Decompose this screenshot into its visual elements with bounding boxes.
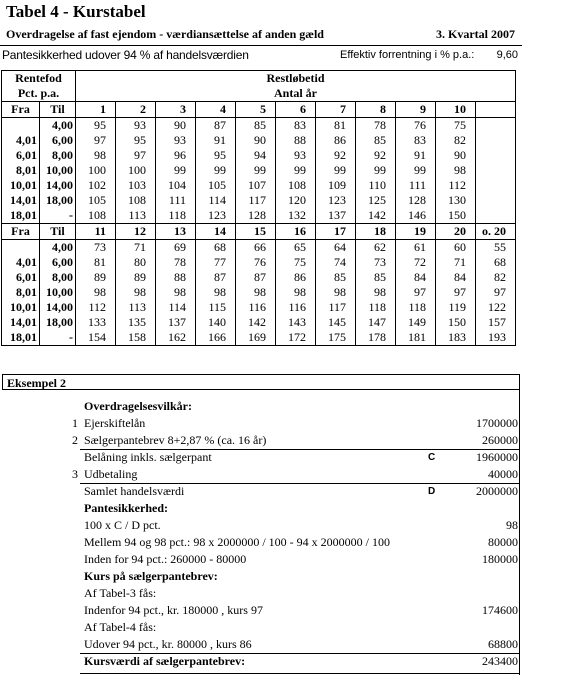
kurs-cell: 140 [196, 315, 236, 330]
kurs-cell: 81 [76, 255, 116, 270]
kurs-cell: 55 [476, 240, 516, 256]
line-value: 180000 [482, 552, 518, 566]
kurs-cell: 99 [356, 163, 396, 178]
fra-header: Fra [2, 102, 40, 118]
kurs-cell: 123 [196, 208, 236, 224]
fra-cell: 6,01 [2, 270, 40, 285]
kurs-cell: 85 [356, 270, 396, 285]
year-header: 20 [436, 224, 476, 240]
kurs-cell: 86 [316, 133, 356, 148]
kurs-cell: 98 [316, 285, 356, 300]
example-line [0, 517, 522, 534]
empty-cell [476, 178, 516, 193]
kurs-cell: 65 [276, 240, 316, 256]
line-label: Mellem 94 og 98 pct.: 98 x 2000000 / 100 - 94 x 2000000 / 100 [84, 535, 390, 549]
year-header: o. 20 [476, 224, 516, 240]
example-line [0, 534, 522, 551]
kurs-cell: 123 [316, 193, 356, 208]
kurs-cell: 69 [156, 240, 196, 256]
til-cell: 4,00 [40, 118, 76, 134]
kurs-cell: 90 [436, 148, 476, 163]
table-row [2, 240, 516, 256]
year-header: 1 [76, 102, 116, 118]
kurs-cell: 89 [76, 270, 116, 285]
page-title: Tabel 4 - Kurstabel [6, 2, 146, 21]
kurs-cell: 86 [276, 270, 316, 285]
line-label: Ejerskiftelån [84, 416, 146, 430]
kurs-cell: 132 [276, 208, 316, 224]
kurs-cell: 104 [156, 178, 196, 193]
kurs-cell: 98 [156, 285, 196, 300]
effektiv-value: 9,60 [496, 49, 518, 61]
table-row [2, 285, 516, 300]
table-row [2, 178, 516, 193]
year-header: 14 [196, 224, 236, 240]
kurs-cell: 92 [316, 148, 356, 163]
kurs-cell: 98 [236, 285, 276, 300]
year-header: 13 [156, 224, 196, 240]
kurs-cell: 93 [116, 118, 156, 134]
year-header: 6 [276, 102, 316, 118]
kurs-cell: 97 [76, 133, 116, 148]
kurs-cell: 183 [436, 330, 476, 346]
kurs-cell: 85 [316, 270, 356, 285]
example-line [0, 500, 522, 517]
kurs-cell: 108 [76, 208, 116, 224]
table-row [2, 193, 516, 208]
kurs-cell: 84 [396, 270, 436, 285]
kurs-cell: 112 [76, 300, 116, 315]
kurs-cell: 118 [356, 300, 396, 315]
kurs-cell: 117 [316, 300, 356, 315]
line-value: 243400 [482, 654, 518, 668]
til-cell: 14,00 [40, 178, 76, 193]
kurs-cell: 75 [436, 118, 476, 134]
kurs-cell: 111 [156, 193, 196, 208]
kurs-cell: 100 [116, 163, 156, 178]
kurs-cell: 97 [436, 285, 476, 300]
year-header: 10 [436, 102, 476, 118]
fra-header: Fra [2, 224, 40, 240]
kurs-cell: 135 [116, 315, 156, 330]
example-line [0, 415, 522, 432]
kurs-cell: 90 [236, 133, 276, 148]
kurs-cell: 98 [276, 285, 316, 300]
table-row [2, 300, 516, 315]
kurs-cell: 137 [156, 315, 196, 330]
line-value: 98 [506, 518, 518, 532]
example-line [0, 398, 522, 415]
kurs-cell: 113 [116, 300, 156, 315]
kurs-cell: 85 [236, 118, 276, 134]
kurs-cell: 181 [396, 330, 436, 346]
kurs-cell: 119 [436, 300, 476, 315]
kurs-cell: 72 [396, 255, 436, 270]
table-row [2, 118, 516, 134]
example-line [0, 466, 522, 483]
example-line [0, 568, 522, 585]
fra-cell: 14,01 [2, 315, 40, 330]
example-title: Eksempel 2 [2, 374, 520, 390]
line-value: 1700000 [476, 416, 518, 430]
year-header: 12 [116, 224, 156, 240]
til-cell: 10,00 [40, 285, 76, 300]
example-line [0, 653, 522, 670]
fra-cell: 14,01 [2, 193, 40, 208]
kurs-cell: 89 [116, 270, 156, 285]
kurs-cell: 93 [276, 148, 316, 163]
year-header: 11 [76, 224, 116, 240]
kurs-cell: 71 [116, 240, 156, 256]
line-label: Overdragelsesvilkår: [84, 399, 192, 413]
empty-cell [476, 133, 516, 148]
kurs-cell: 95 [76, 118, 116, 134]
line-marker: C [428, 452, 436, 463]
kurs-cell: 128 [396, 193, 436, 208]
fra-cell: 10,01 [2, 178, 40, 193]
kurs-cell: 82 [436, 133, 476, 148]
kurs-cell: 147 [356, 315, 396, 330]
empty-cell [476, 208, 516, 224]
kurs-cell: 110 [356, 178, 396, 193]
kurs-cell: 92 [356, 148, 396, 163]
kurs-cell: 99 [396, 163, 436, 178]
fra-cell: 4,01 [2, 255, 40, 270]
line-number: 2 [72, 433, 78, 447]
kurs-cell: 114 [196, 193, 236, 208]
fra-cell: 10,01 [2, 300, 40, 315]
kurs-cell: 150 [436, 315, 476, 330]
line-label: Pantesikkerhed: [84, 501, 168, 515]
kurs-cell: 76 [396, 118, 436, 134]
line-label: 100 x C / D pct. [84, 518, 161, 532]
kurs-cell: 95 [116, 133, 156, 148]
example-line [0, 619, 522, 636]
table-row [2, 330, 516, 346]
example-line [0, 585, 522, 602]
kurs-cell: 99 [276, 163, 316, 178]
kurs-cell: 103 [116, 178, 156, 193]
kurs-cell: 175 [316, 330, 356, 346]
kurs-cell: 158 [116, 330, 156, 346]
kurs-cell: 112 [436, 178, 476, 193]
kurs-cell: 66 [236, 240, 276, 256]
kurs-cell: 64 [316, 240, 356, 256]
til-cell: 8,00 [40, 270, 76, 285]
kurs-cell: 68 [196, 240, 236, 256]
empty-cell [476, 118, 516, 134]
kurs-cell: 114 [156, 300, 196, 315]
table-row [2, 315, 516, 330]
kurs-cell: 87 [196, 118, 236, 134]
kurs-cell: 73 [76, 240, 116, 256]
kurs-cell: 193 [476, 330, 516, 346]
year-header: 4 [196, 102, 236, 118]
example-line [0, 483, 522, 500]
kurs-cell: 60 [436, 240, 476, 256]
kurs-cell: 116 [276, 300, 316, 315]
line-label: Indenfor 94 pct., kr. 180000 , kurs 97 [84, 603, 263, 617]
year-header: 8 [356, 102, 396, 118]
example-line [0, 551, 522, 568]
kurs-cell: 162 [156, 330, 196, 346]
kurs-cell: 108 [276, 178, 316, 193]
kurs-cell: 108 [116, 193, 156, 208]
table-row [2, 148, 516, 163]
kurs-cell: 98 [436, 163, 476, 178]
empty-cell [476, 102, 516, 118]
year-header-row [2, 102, 516, 118]
year-header: 3 [156, 102, 196, 118]
example-line [0, 449, 522, 466]
bottom-rule [80, 673, 520, 674]
kurs-cell: 98 [196, 285, 236, 300]
line-value: 2000000 [476, 484, 518, 498]
line-number: 3 [72, 467, 78, 481]
kurs-cell: 91 [196, 133, 236, 148]
kurs-cell: 102 [76, 178, 116, 193]
kurs-cell: 87 [196, 270, 236, 285]
empty-cell [476, 148, 516, 163]
til-cell: 18,00 [40, 315, 76, 330]
fra-cell: 18,01 [2, 208, 40, 224]
til-cell: 6,00 [40, 255, 76, 270]
kurs-cell: 166 [196, 330, 236, 346]
kurs-cell: 76 [236, 255, 276, 270]
table-row [2, 133, 516, 148]
kurs-cell: 111 [396, 178, 436, 193]
fra-cell [2, 118, 40, 134]
kurs-cell: 125 [356, 193, 396, 208]
kurs-cell: 81 [316, 118, 356, 134]
kurs-cell: 99 [236, 163, 276, 178]
line-label: Kursværdi af sælgerpantebrev: [84, 654, 246, 668]
kurs-cell: 84 [436, 270, 476, 285]
kurs-cell: 98 [76, 148, 116, 163]
kurs-cell: 100 [76, 163, 116, 178]
kurs-cell: 109 [316, 178, 356, 193]
kurs-cell: 115 [196, 300, 236, 315]
fra-cell: 8,01 [2, 285, 40, 300]
table-row [2, 208, 516, 224]
kurs-cell: 78 [356, 118, 396, 134]
kurs-cell: 88 [276, 133, 316, 148]
fra-cell: 6,01 [2, 148, 40, 163]
kurs-cell: 98 [356, 285, 396, 300]
til-cell: 6,00 [40, 133, 76, 148]
kurs-cell: 93 [156, 133, 196, 148]
year-header: 19 [396, 224, 436, 240]
subtitle: Overdragelse af fast ejendom - værdiansættelse af anden gæld [6, 27, 324, 41]
line-label: Af Tabel-4 fås: [84, 620, 157, 634]
kurs-cell: 178 [356, 330, 396, 346]
line-value: 174600 [482, 603, 518, 617]
line-value: 40000 [488, 467, 518, 481]
example-line [0, 602, 522, 619]
divider [0, 45, 522, 46]
example-line [0, 432, 522, 449]
kurs-cell: 143 [276, 315, 316, 330]
table-row [2, 270, 516, 285]
kurs-cell: 68 [476, 255, 516, 270]
kurs-cell: 85 [356, 133, 396, 148]
kurs-cell: 113 [116, 208, 156, 224]
kurs-cell: 73 [356, 255, 396, 270]
fra-cell: 8,01 [2, 163, 40, 178]
year-header: 7 [316, 102, 356, 118]
line-marker: D [428, 486, 436, 497]
til-cell: 4,00 [40, 240, 76, 256]
kurs-cell: 75 [276, 255, 316, 270]
table-row [2, 163, 516, 178]
kurs-cell: 118 [396, 300, 436, 315]
til-cell: - [40, 208, 76, 224]
line-label: Kurs på sælgerpantebrev: [84, 569, 218, 583]
kurs-cell: 122 [476, 300, 516, 315]
kurs-cell: 82 [476, 270, 516, 285]
fra-cell [2, 240, 40, 256]
kurs-cell: 150 [436, 208, 476, 224]
line-value: 260000 [482, 433, 518, 447]
line-label: Sælgerpantebrev 8+2,87 % (ca. 16 år) [84, 433, 267, 447]
kurs-cell: 99 [156, 163, 196, 178]
line-value: 1960000 [476, 450, 518, 464]
til-cell: 14,00 [40, 300, 76, 315]
effektiv-label: Effektiv forrentning i % p.a.: [340, 49, 475, 61]
year-header: 5 [236, 102, 276, 118]
line-value: 80000 [488, 535, 518, 549]
antal-header: Antal år [76, 86, 516, 102]
quarter-label: 3. Kvartal 2007 [436, 27, 515, 41]
empty-cell [476, 163, 516, 178]
kurs-cell: 95 [196, 148, 236, 163]
kurs-cell: 62 [356, 240, 396, 256]
fra-cell: 4,01 [2, 133, 40, 148]
kurs-cell: 169 [236, 330, 276, 346]
kurs-cell: 99 [196, 163, 236, 178]
line-value: 68800 [488, 637, 518, 651]
kurs-cell: 74 [316, 255, 356, 270]
kurs-cell: 120 [276, 193, 316, 208]
kurs-cell: 118 [156, 208, 196, 224]
kurs-cell: 172 [276, 330, 316, 346]
kurs-cell: 91 [396, 148, 436, 163]
year-header: 15 [236, 224, 276, 240]
year-header: 9 [396, 102, 436, 118]
line-label: Belåning inkls. sælgerpant [84, 450, 212, 464]
year-header-row [2, 224, 516, 240]
pantesikkerhed-label: Pantesikkerhed udover 94 % af handelsværdien [2, 48, 249, 62]
kurs-cell: 87 [236, 270, 276, 285]
kurs-cell: 142 [236, 315, 276, 330]
kurs-cell: 145 [316, 315, 356, 330]
year-header: 2 [116, 102, 156, 118]
kurs-cell: 157 [476, 315, 516, 330]
kurs-cell: 105 [76, 193, 116, 208]
line-label: Inden for 94 pct.: 260000 - 80000 [84, 552, 247, 566]
kurs-cell: 146 [396, 208, 436, 224]
kurs-cell: 83 [396, 133, 436, 148]
kurs-cell: 98 [76, 285, 116, 300]
restlob-header: Restløbetid [76, 71, 516, 87]
kurs-table [1, 70, 516, 346]
kurs-cell: 116 [236, 300, 276, 315]
kurs-cell: 154 [76, 330, 116, 346]
kurs-cell: 97 [396, 285, 436, 300]
kurs-cell: 98 [116, 285, 156, 300]
kurs-cell: 83 [276, 118, 316, 134]
kurs-cell: 149 [396, 315, 436, 330]
kurs-cell: 88 [156, 270, 196, 285]
kurs-cell: 77 [196, 255, 236, 270]
kurs-cell: 96 [156, 148, 196, 163]
table-row [2, 255, 516, 270]
rentefod-header: Rentefod [2, 71, 76, 87]
line-label: Af Tabel-3 fås: [84, 586, 157, 600]
kurs-cell: 71 [436, 255, 476, 270]
example-border [519, 390, 520, 675]
year-header: 16 [276, 224, 316, 240]
pct-header: Pct. p.a. [2, 86, 76, 102]
empty-cell [476, 193, 516, 208]
kurs-cell: 137 [316, 208, 356, 224]
line-label: Udover 94 pct., kr. 80000 , kurs 86 [84, 637, 252, 651]
kurs-cell: 80 [116, 255, 156, 270]
year-header: 18 [356, 224, 396, 240]
line-number: 1 [72, 416, 78, 430]
til-header: Til [40, 102, 76, 118]
kurs-cell: 97 [116, 148, 156, 163]
kurs-cell: 94 [236, 148, 276, 163]
kurs-cell: 90 [156, 118, 196, 134]
kurs-cell: 78 [156, 255, 196, 270]
line-label: Samlet handelsværdi [84, 484, 185, 498]
kurs-cell: 130 [436, 193, 476, 208]
til-header: Til [40, 224, 76, 240]
kurs-cell: 128 [236, 208, 276, 224]
kurs-cell: 61 [396, 240, 436, 256]
year-header: 17 [316, 224, 356, 240]
til-cell: 18,00 [40, 193, 76, 208]
fra-cell: 18,01 [2, 330, 40, 346]
kurs-cell: 142 [356, 208, 396, 224]
kurs-cell: 99 [316, 163, 356, 178]
kurs-cell: 133 [76, 315, 116, 330]
til-cell: 8,00 [40, 148, 76, 163]
kurs-cell: 107 [236, 178, 276, 193]
example-line [0, 636, 522, 653]
til-cell: - [40, 330, 76, 346]
line-label: Udbetaling [84, 467, 138, 481]
kurs-cell: 105 [196, 178, 236, 193]
kurs-cell: 117 [236, 193, 276, 208]
til-cell: 10,00 [40, 163, 76, 178]
kurs-cell: 97 [476, 285, 516, 300]
